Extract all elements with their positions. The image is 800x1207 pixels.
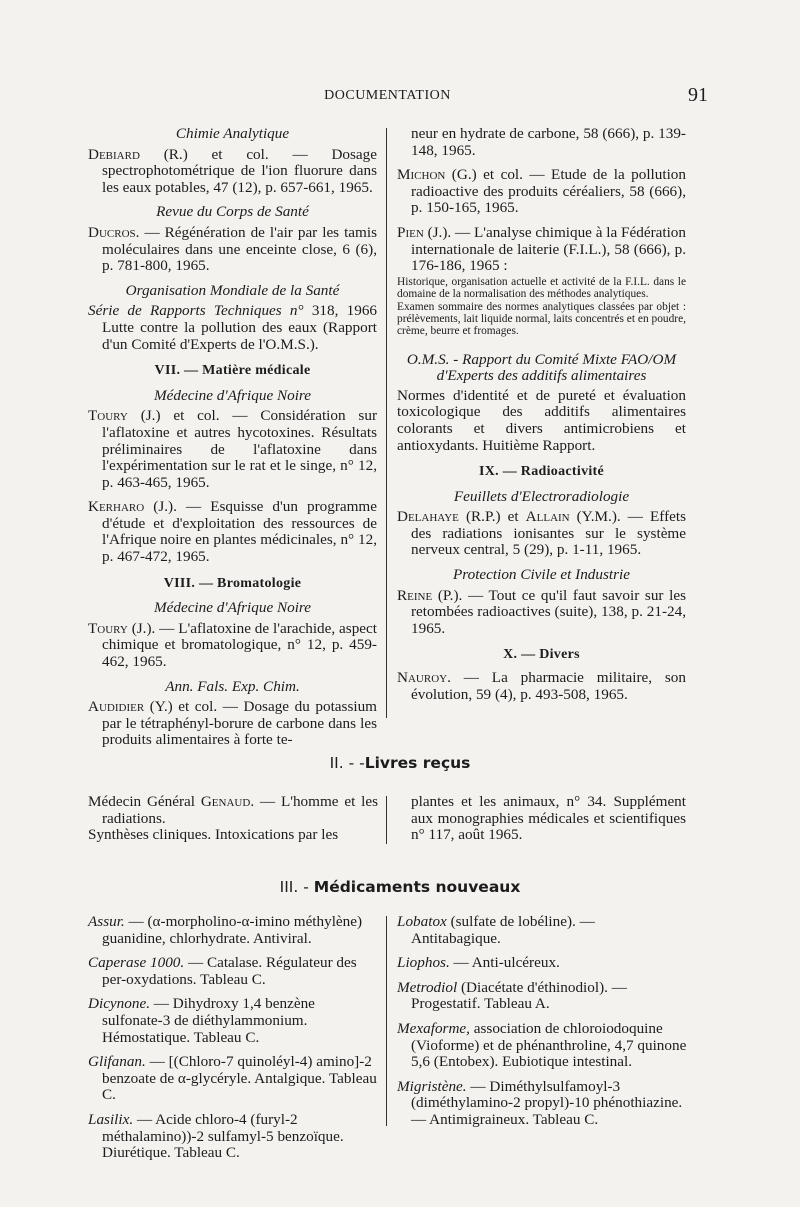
bib-entry [88, 225, 377, 275]
entry-note: Examen sommaire des normes analytiques classées par objet : prélèvements, lait liquide normal, laits concentrés et en poudre, crème, beurre et fromages. [397, 301, 686, 337]
drug-description: — Anti-ulcéreux. [449, 954, 560, 972]
bib-entry [397, 588, 686, 638]
journal-heading: Médecine d'Afrique Noire [153, 599, 312, 617]
author: Allain [525, 508, 570, 526]
bib-entry [397, 388, 686, 454]
journal-heading: Ann. Fals. Exp. Chim. [165, 677, 300, 695]
drug-name: Migristène. [397, 1077, 467, 1095]
entry-text: . — L'homme et les radiations. [102, 793, 378, 827]
author: Michon [397, 166, 446, 184]
drug-entry [397, 1079, 687, 1129]
author: Debiard [88, 145, 140, 163]
bib-entry [397, 167, 686, 217]
drug-description: — Dihydroxy 1,4 benzène sulfonate-3 de diéthylammonium. Hémostatique. Tableau C. [102, 995, 315, 1046]
entry-text: Médecin Général [88, 793, 201, 810]
series-title: Série de Rapports Techniques n° [88, 302, 304, 320]
entry-text: (R.) et col. — Dosage spectrophotométrique de l'ion fluorure dans les eaux potables, 47 (12), p. 657-661, 1965. [102, 145, 377, 196]
section-separator: - [298, 878, 314, 896]
section-heading: X. — Divers [503, 647, 580, 663]
section-heading: VII. — Matière médicale [154, 363, 311, 379]
drug-entry [397, 1021, 687, 1071]
column-divider [386, 916, 387, 1126]
drug-entry [88, 1112, 378, 1162]
author: Genaud [200, 793, 251, 810]
author: Ducros [88, 223, 136, 241]
drug-name: Liophos. [397, 954, 450, 972]
right-column [397, 126, 686, 711]
books-left [88, 794, 378, 844]
drug-description: — Diméthylsulfamoyl-3 (diméthylamino-2 propyl)-10 phénothiazine. — Antimigraineux. Tableau C. [411, 1077, 683, 1128]
journal-heading: Revue du Corps de Santé [156, 203, 309, 221]
section-heading: IX. — Radioactivité [478, 464, 605, 480]
drug-description: (sulfate de lobéline). — Antitabagique. [411, 913, 595, 947]
journal-heading: Feuillets d'Electroradiologie [453, 487, 630, 505]
drug-description: — [(Chloro-7 quinoléyl-4) amino]-2 benzoate de α-glycéryle. Antalgique. Tableau C. [102, 1053, 377, 1104]
books-right: plantes et les animaux, n° 34. Supplément aux monographies médicales et scientifiques n° 117, août 1965. [411, 793, 686, 844]
entry-text: (J.). — L'aflatoxine de l'arachide, aspect chimique et bromatologique, n° 12, p. 459-462, 1965. [102, 619, 377, 671]
journal-heading: Médecine d'Afrique Noire [153, 386, 312, 404]
journal-heading: Chimie Analytique [175, 125, 290, 142]
drug-name: Assur. [88, 913, 125, 930]
journal-heading: Organisation Mondiale de la Santé [125, 281, 340, 299]
section-number: II. [329, 754, 344, 772]
drug-name: Lobatox [397, 913, 447, 930]
author: Delahaye [397, 508, 459, 526]
drugs-left [88, 914, 378, 1170]
drug-name: Metrodiol [397, 978, 458, 996]
journal-heading: Protection Civile et Industrie [452, 566, 630, 584]
entry-text: (Y.) et col. — Dosage du potassium par le tétraphényl-borure de carbone dans les produits alimentaires à forte te- [102, 698, 377, 749]
drug-entry [397, 955, 687, 972]
journal-heading: O.M.S. - Rapport du Comité Mixte FAO/OM d'Experts des additifs alimentaires [406, 350, 677, 384]
book-entry: Synthèses cliniques. Intoxications par les [88, 826, 339, 844]
column-divider [386, 128, 387, 718]
left-column [88, 126, 377, 757]
entry-text: (R.P.) et [458, 508, 526, 526]
drug-description: association de chloroiodoquine (Vioforme) et de phénanthroline, 4,7 quinone 5,6 (Entobex). Eubiotique intestinal. [411, 1019, 687, 1071]
drug-name: Mexaforme, [397, 1019, 470, 1037]
drugs-right [397, 914, 687, 1137]
section-label: Livres reçus [364, 754, 471, 772]
bib-entry [88, 303, 377, 353]
author: Nauroy [397, 669, 448, 687]
drug-entry [88, 955, 378, 988]
drug-entry [88, 914, 378, 947]
section-number: III. [279, 878, 299, 896]
running-header: DOCUMENTATION [324, 88, 451, 103]
drug-name: Glifanan. [88, 1053, 146, 1071]
drug-name: Lasilix. [88, 1110, 134, 1128]
bib-entry [397, 509, 686, 559]
author: Pien [397, 223, 424, 241]
entry-note: Historique, organisation actuelle et activité de la F.I.L. dans le domaine de la normalisation des méthodes analytiques. [397, 275, 686, 300]
entry-text: (J.) et col. — Considération sur l'aflatoxine et autres hycotoxines. Résultats préliminaires de l'aflatoxine dans l'expérimentation sur le rat et le singe, n° 12, p. 463-465, 1965. [102, 407, 377, 491]
section-separator: - - [343, 754, 365, 772]
entry-text: (G.) et col. — Etude de la pollution radioactive des produits céréaliers, 58 (666), p. 150-165, 1965. [411, 166, 686, 217]
drug-description: (Diacétate d'éthinodiol). — Progestatif. Tableau A. [411, 978, 627, 1013]
drug-entry [88, 996, 378, 1046]
section-ii-heading [0, 754, 800, 772]
drug-entry [88, 1054, 378, 1104]
entry-text: (P.). — Tout ce qu'il faut savoir sur les retombées radioactives (suite), 138, p. 21-24, 1965. [411, 586, 686, 637]
bib-entry [397, 225, 686, 275]
entry-text: (J.). — L'analyse chimique à la Fédération internationale de laiterie (F.I.L.), 58 (666), p. 176-186, 1965 : [411, 223, 686, 275]
drug-description: — Acide chloro-4 (furyl-2 méthalamino))-2 sulfamyl-5 benzoïque. Diurétique. Tableau C. [102, 1110, 344, 1162]
drug-entry [397, 914, 687, 947]
author: Reine [397, 586, 433, 604]
entry-text: (J.). — Esquisse d'un programme d'étude et d'exploitation des ressources de l'Afrique noire en plantes médicinales, n° 12, p. 467-472, 1965. [102, 498, 377, 566]
section-label: Médicaments nouveaux [313, 878, 521, 896]
author: Kerharo [88, 498, 145, 516]
drug-entry [397, 980, 687, 1013]
bib-entry [88, 499, 377, 565]
author: Audidier [88, 698, 145, 716]
entry-text: (Y.M.). — Effets des radiations ionisantes sur le système nerveux central, 5 (29), p. 1-11, 1965. [411, 508, 686, 559]
entry-text: 318, 1966 Lutte contre la pollution des eaux (Rapport d'un Comité d'Experts de l'O.M.S.). [102, 302, 377, 353]
drug-description: — (α-morpholino-α-imino méthylène) guanidine, chlorhydrate. Antiviral. [102, 913, 363, 947]
author: Toury [88, 619, 128, 637]
bib-entry [88, 408, 377, 491]
column-divider [386, 796, 387, 844]
bib-entry [88, 699, 377, 749]
bib-entry [88, 147, 377, 197]
entry-text: Normes d'identité et de pureté et évaluation toxicologique des additifs alimentaires colorants et divers antimicrobiens et antioxydants. Huitième Rapport. [397, 386, 686, 454]
page-number: 91 [688, 84, 708, 106]
drug-description: — Catalase. Régulateur des per-oxydations. Tableau C. [102, 954, 357, 988]
entry-continuation: neur en hydrate de carbone, 58 (666), p. 139-148, 1965. [411, 125, 686, 159]
book-entry [88, 794, 378, 827]
drug-name: Caperase 1000. [88, 954, 185, 972]
bib-entry [88, 621, 377, 671]
entry-text: . — La pharmacie militaire, son évolution, 59 (4), p. 493-508, 1965. [411, 669, 686, 703]
section-iii-heading [0, 878, 800, 896]
section-heading: VIII. — Bromatologie [163, 575, 302, 591]
drug-name: Dicynone. [88, 995, 150, 1013]
author: Toury [88, 407, 128, 425]
bib-entry [397, 670, 686, 703]
entry-text: . — Régénération de l'air par les tamis moléculaires dans une enceinte close, 6 (6), p. 781-800, 1965. [102, 223, 377, 275]
